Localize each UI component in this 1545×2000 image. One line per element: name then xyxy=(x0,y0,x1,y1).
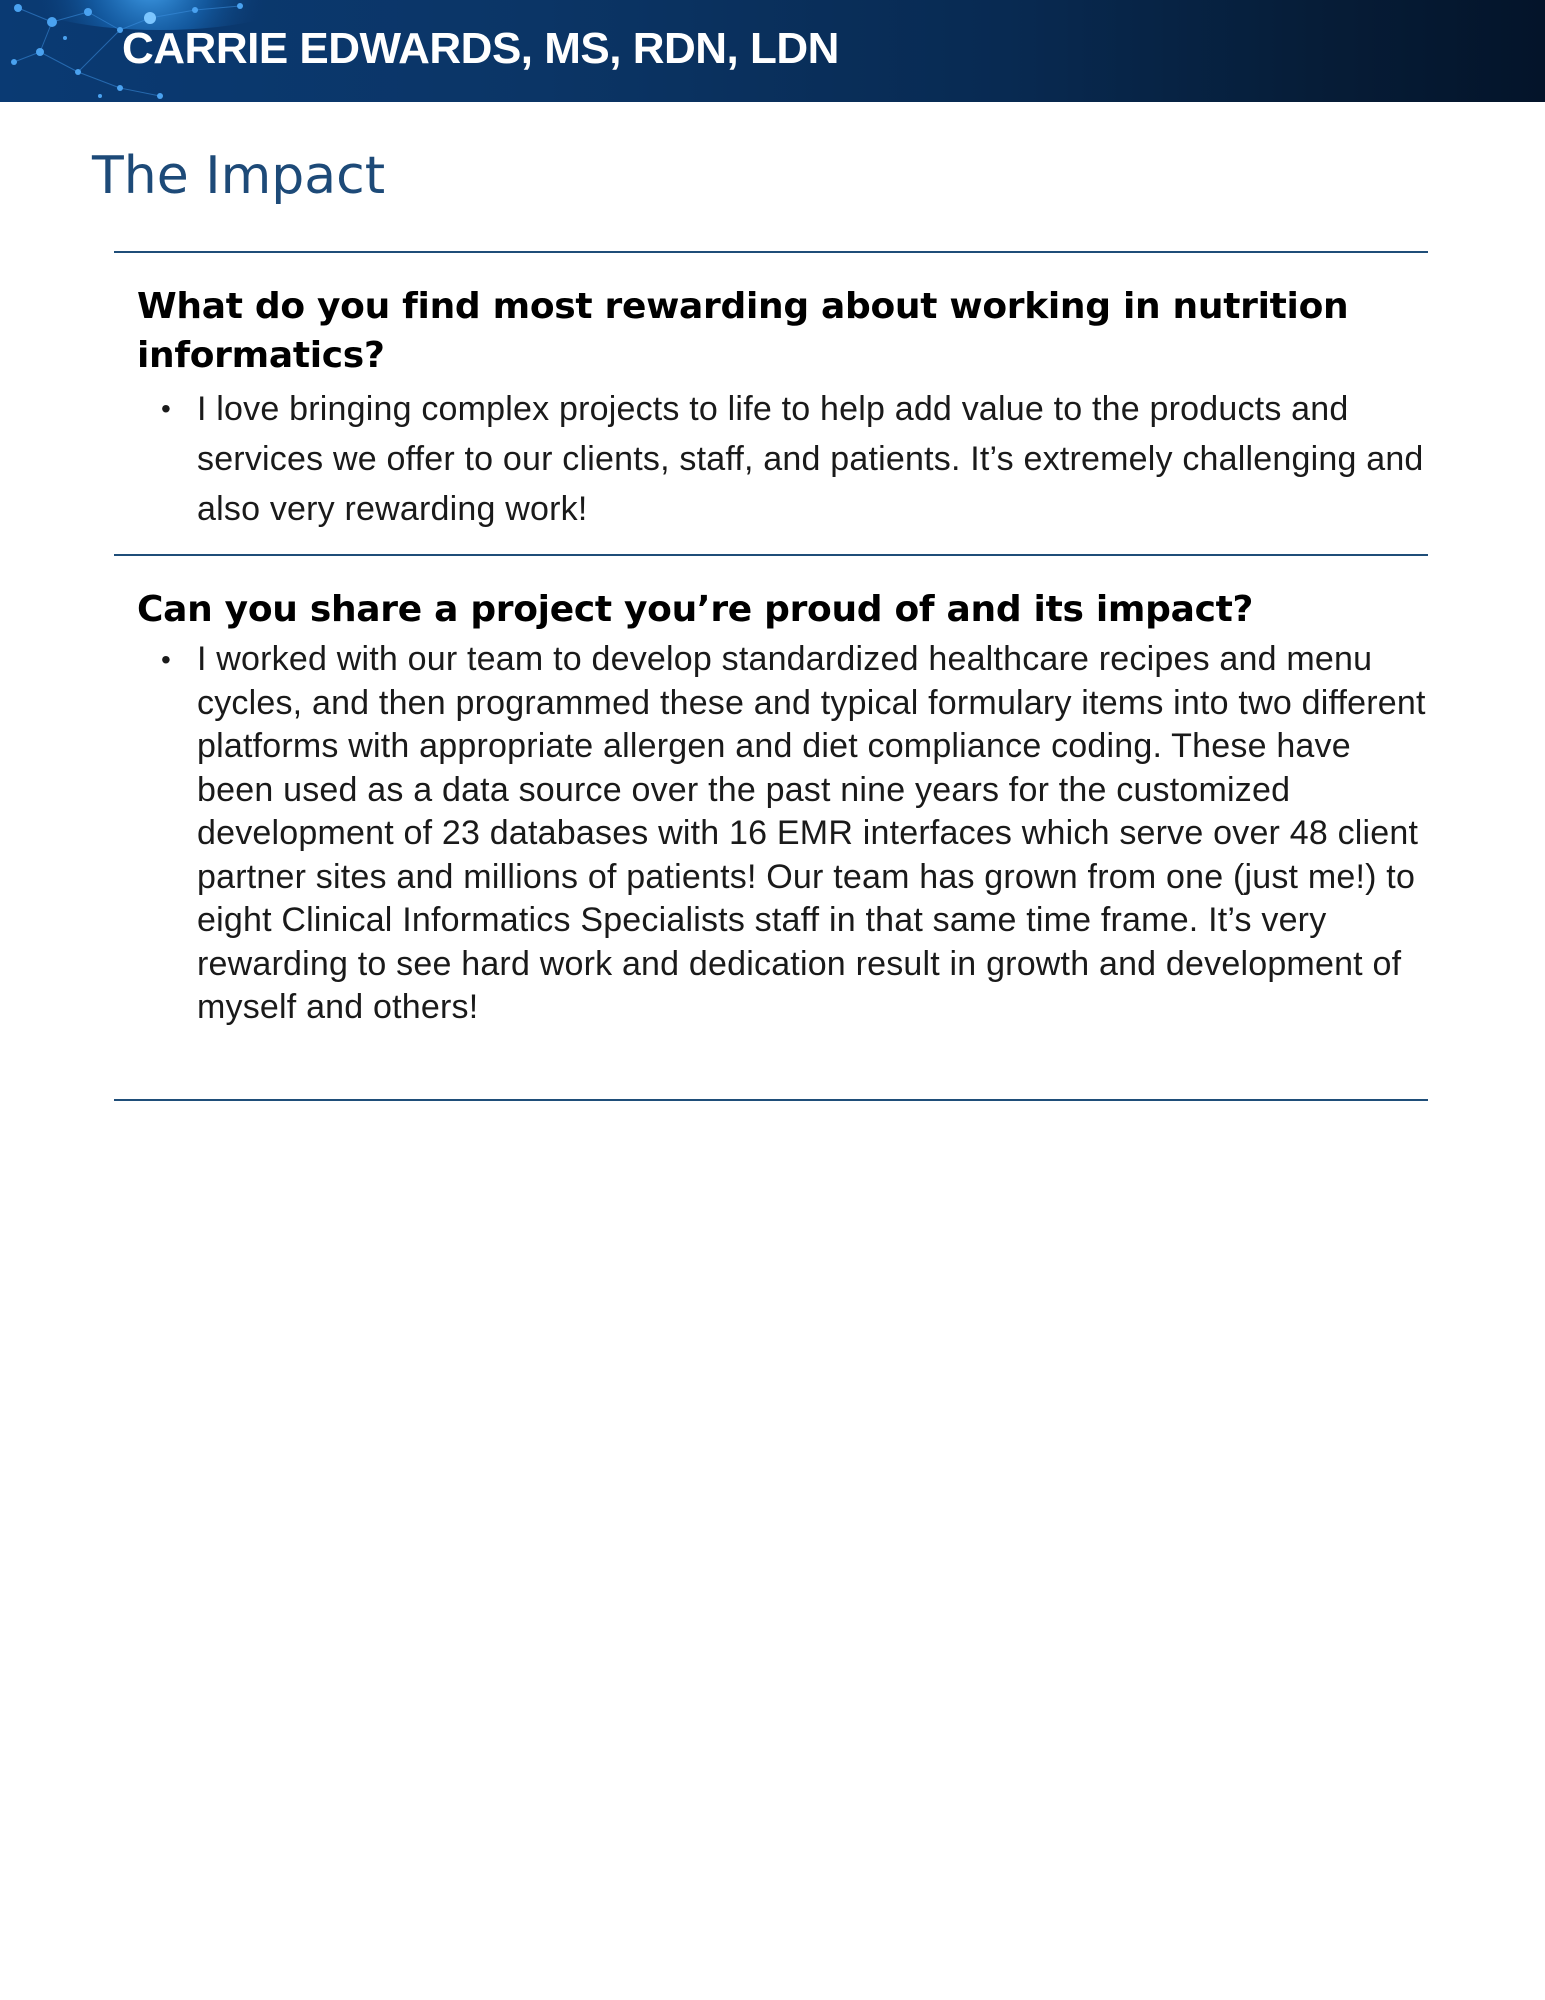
answer-list xyxy=(137,638,1427,1030)
bullet-dot: • xyxy=(161,644,172,675)
question-heading: What do you find most rewarding about working in nutrition informatics? xyxy=(137,286,1349,376)
bullet-dot: • xyxy=(161,393,172,424)
divider xyxy=(114,251,1428,253)
list-item xyxy=(137,638,1427,1030)
qa-block xyxy=(137,282,1427,534)
question-heading: Can you share a project you’re proud of and its impact? xyxy=(137,589,1254,630)
page-title: The Impact xyxy=(92,146,386,206)
qa-block xyxy=(137,585,1427,1030)
divider xyxy=(114,554,1428,556)
person-name: CARRIE EDWARDS, MS, RDN, LDN xyxy=(122,24,839,73)
answer-text: I love bringing complex projects to life to help add value to the products and services we offer to our clients, staff, and patients. It’s extremely challenging and also very rewarding work! xyxy=(197,390,1424,528)
divider xyxy=(114,1099,1428,1101)
answer-text: I worked with our team to develop standardized healthcare recipes and menu cycles, and then programmed these and typical formulary items into two different platforms with appropriate allergen and diet compliance coding. These have been used as a data source over the past nine years for the customized development of 23 databases with 16 EMR interfaces which serve over 48 client partner sites and millions of patients! Our team has grown from one (just me!) to eight Clinical Informatics Specialists staff in that same time frame. It’s very rewarding to see hard work and dedication result in growth and development of myself and others! xyxy=(197,640,1426,1026)
answer-list xyxy=(137,384,1427,534)
header-banner xyxy=(0,0,1545,102)
list-item xyxy=(137,384,1427,534)
